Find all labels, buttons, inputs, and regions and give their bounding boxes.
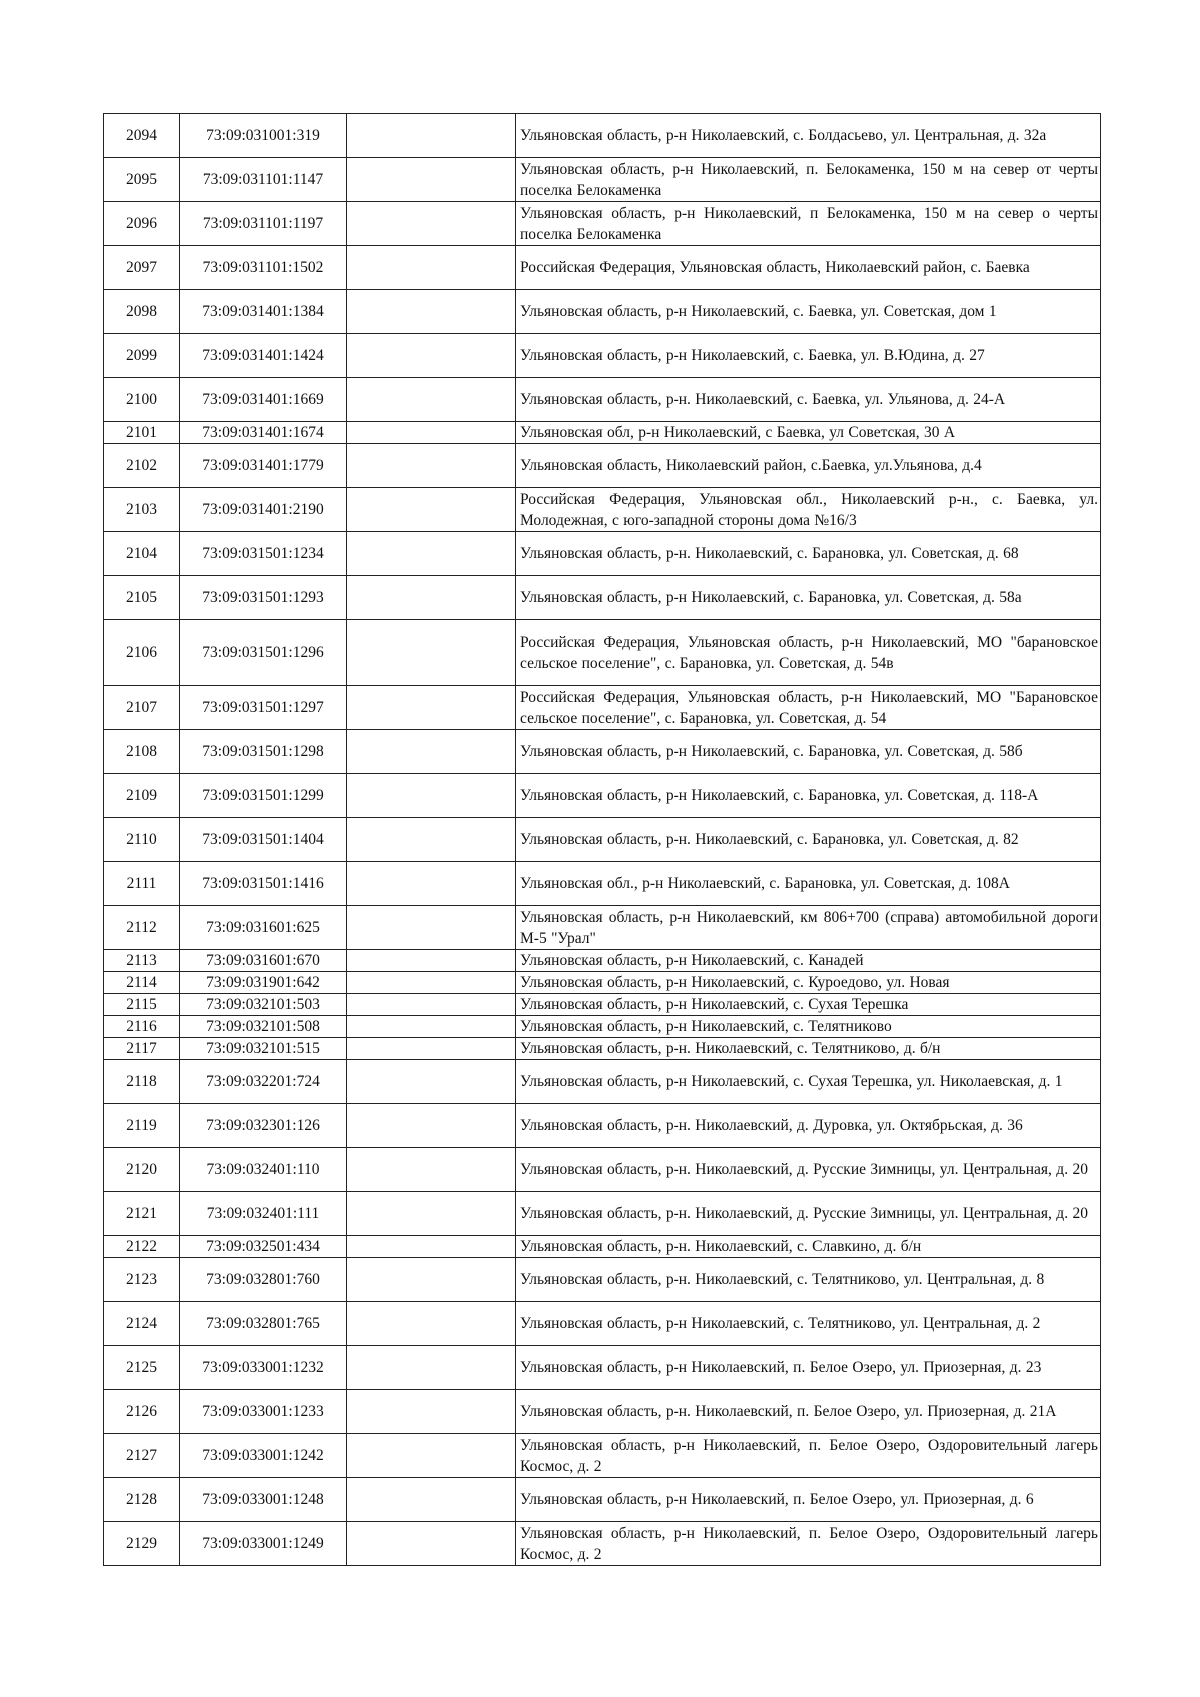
empty-cell [347,620,516,686]
row-number-cell: 2111 [104,862,180,906]
cadastral-number-cell: 73:09:031501:1297 [180,686,347,730]
address-cell: Ульяновская область, р-н Николаевский, с. Баевка, ул. Советская, дом 1 [516,290,1101,334]
address-cell: Ульяновская область, р-н Николаевский, с. Куроедово, ул. Новая [516,972,1101,994]
address-cell: Ульяновская область, р-н Николаевский, п. Белое Озеро, Оздоровительный лагерь Космос, д. 2 [516,1522,1101,1566]
address-cell: Ульяновская область, р-н Николаевский, п. Белое Озеро, ул. Приозерная, д. 6 [516,1478,1101,1522]
cadastral-number-cell: 73:09:031501:1293 [180,576,347,620]
cadastral-number-cell: 73:09:031401:1779 [180,444,347,488]
address-cell: Ульяновская область, р-н Николаевский, с. Баевка, ул. В.Юдина, д. 27 [516,334,1101,378]
empty-cell [347,730,516,774]
cadastral-number-cell: 73:09:032201:724 [180,1060,347,1104]
row-number-cell: 2126 [104,1390,180,1434]
row-number-cell: 2129 [104,1522,180,1566]
table-row [104,1390,1101,1434]
empty-cell [347,972,516,994]
table-row [104,686,1101,730]
table-row [104,532,1101,576]
cadastral-number-cell: 73:09:031501:1298 [180,730,347,774]
table-row [104,1148,1101,1192]
cadastral-number-cell: 73:09:031401:1669 [180,378,347,422]
empty-cell [347,1148,516,1192]
table-row [104,576,1101,620]
cadastral-number-cell: 73:09:032301:126 [180,1104,347,1148]
row-number-cell: 2121 [104,1192,180,1236]
row-number-cell: 2112 [104,906,180,950]
empty-cell [347,290,516,334]
address-cell: Ульяновская область, р-н. Николаевский, д. Дуровка, ул. Октябрьская, д. 36 [516,1104,1101,1148]
row-number-cell: 2113 [104,950,180,972]
row-number-cell: 2095 [104,158,180,202]
cadastral-number-cell: 73:09:031101:1147 [180,158,347,202]
table-row [104,950,1101,972]
table-row [104,334,1101,378]
address-cell: Ульяновская область, р-н Николаевский, с. Телятниково, ул. Центральная, д. 2 [516,1302,1101,1346]
empty-cell [347,1390,516,1434]
empty-cell [347,1258,516,1302]
table-row [104,444,1101,488]
table-row [104,1236,1101,1258]
row-number-cell: 2106 [104,620,180,686]
empty-cell [347,1522,516,1566]
cadastral-number-cell: 73:09:032101:503 [180,994,347,1016]
empty-cell [347,1038,516,1060]
empty-cell [347,1478,516,1522]
table-row [104,862,1101,906]
table-row [104,730,1101,774]
address-cell: Ульяновская область, р-н. Николаевский, с. Барановка, ул. Советская, д. 82 [516,818,1101,862]
row-number-cell: 2096 [104,202,180,246]
cadastral-number-cell: 73:09:031401:1674 [180,422,347,444]
empty-cell [347,950,516,972]
empty-cell [347,202,516,246]
empty-cell [347,1060,516,1104]
row-number-cell: 2105 [104,576,180,620]
address-cell: Ульяновская область, р-н Николаевский, с. Барановка, ул. Советская, д. 118-А [516,774,1101,818]
address-cell: Ульяновская область, р-н Николаевский, с. Барановка, ул. Советская, д. 58б [516,730,1101,774]
cadastral-number-cell: 73:09:032501:434 [180,1236,347,1258]
empty-cell [347,444,516,488]
cadastral-number-cell: 73:09:032801:760 [180,1258,347,1302]
empty-cell [347,774,516,818]
address-cell: Российская Федерация, Ульяновская область, р-н Николаевский, МО "барановское сельское поселение", с. Барановка, ул. Советская, д. 54в [516,620,1101,686]
row-number-cell: 2094 [104,114,180,158]
empty-cell [347,488,516,532]
cadastral-number-cell: 73:09:032101:515 [180,1038,347,1060]
table-row [104,1302,1101,1346]
address-cell: Российская Федерация, Ульяновская обл., Николаевский р-н., с. Баевка, ул. Молодежная, с юго-западной стороны дома №16/3 [516,488,1101,532]
property-registry-table [103,113,1101,1566]
table-row [104,290,1101,334]
empty-cell [347,906,516,950]
address-cell: Ульяновская область, р-н Николаевский, с. Сухая Терешка [516,994,1101,1016]
row-number-cell: 2103 [104,488,180,532]
table-row [104,1522,1101,1566]
row-number-cell: 2128 [104,1478,180,1522]
cadastral-number-cell: 73:09:032401:111 [180,1192,347,1236]
empty-cell [347,576,516,620]
table-row [104,818,1101,862]
empty-cell [347,818,516,862]
empty-cell [347,686,516,730]
address-cell: Ульяновская область, р-н. Николаевский, с. Барановка, ул. Советская, д. 68 [516,532,1101,576]
empty-cell [347,114,516,158]
cadastral-number-cell: 73:09:031901:642 [180,972,347,994]
table-row [104,488,1101,532]
row-number-cell: 2100 [104,378,180,422]
table-body [104,114,1101,1566]
cadastral-number-cell: 73:09:031501:1404 [180,818,347,862]
empty-cell [347,1346,516,1390]
row-number-cell: 2098 [104,290,180,334]
empty-cell [347,1302,516,1346]
address-cell: Ульяновская область, р-н. Николаевский, с. Телятниково, ул. Центральная, д. 8 [516,1258,1101,1302]
empty-cell [347,994,516,1016]
address-cell: Ульяновская область, р-н Николаевский, с. Барановка, ул. Советская, д. 58а [516,576,1101,620]
address-cell: Ульяновская область, р-н Николаевский, км 806+700 (справа) автомобильной дороги М-5 "Урал" [516,906,1101,950]
row-number-cell: 2102 [104,444,180,488]
cadastral-number-cell: 73:09:031601:625 [180,906,347,950]
row-number-cell: 2118 [104,1060,180,1104]
address-cell: Ульяновская обл, р-н Николаевский, с Баевка, ул Советская, 30 А [516,422,1101,444]
table-row [104,620,1101,686]
address-cell: Ульяновская область, р-н. Николаевский, с. Телятниково, д. б/н [516,1038,1101,1060]
cadastral-number-cell: 73:09:031401:1384 [180,290,347,334]
table-row [104,1104,1101,1148]
address-cell: Ульяновская область, р-н Николаевский, п. Белое Озеро, ул. Приозерная, д. 23 [516,1346,1101,1390]
row-number-cell: 2097 [104,246,180,290]
row-number-cell: 2110 [104,818,180,862]
row-number-cell: 2124 [104,1302,180,1346]
table-row [104,1060,1101,1104]
row-number-cell: 2125 [104,1346,180,1390]
address-cell: Ульяновская область, р-н. Николаевский, д. Русские Зимницы, ул. Центральная, д. 20 [516,1192,1101,1236]
table-row [104,1258,1101,1302]
address-cell: Ульяновская обл., р-н Николаевский, с. Барановка, ул. Советская, д. 108А [516,862,1101,906]
cadastral-number-cell: 73:09:031501:1416 [180,862,347,906]
table-row [104,774,1101,818]
table-row [104,1016,1101,1038]
row-number-cell: 2127 [104,1434,180,1478]
cadastral-number-cell: 73:09:031501:1296 [180,620,347,686]
cadastral-number-cell: 73:09:032401:110 [180,1148,347,1192]
empty-cell [347,158,516,202]
empty-cell [347,246,516,290]
table-row [104,906,1101,950]
empty-cell [347,1192,516,1236]
address-cell: Ульяновская область, р-н Николаевский, п Белокаменка, 150 м на север о черты поселка Белокаменка [516,202,1101,246]
table-row [104,378,1101,422]
table-row [104,1478,1101,1522]
table-row [104,972,1101,994]
row-number-cell: 2099 [104,334,180,378]
table-row [104,1434,1101,1478]
address-cell: Ульяновская область, р-н. Николаевский, д. Русские Зимницы, ул. Центральная, д. 20 [516,1148,1101,1192]
address-cell: Российская Федерация, Ульяновская область, Николаевский район, с. Баевка [516,246,1101,290]
empty-cell [347,532,516,576]
row-number-cell: 2120 [104,1148,180,1192]
address-cell: Ульяновская область, р-н Николаевский, с. Сухая Терешка, ул. Николаевская, д. 1 [516,1060,1101,1104]
cadastral-number-cell: 73:09:031501:1234 [180,532,347,576]
empty-cell [347,1016,516,1038]
row-number-cell: 2123 [104,1258,180,1302]
cadastral-number-cell: 73:09:031401:2190 [180,488,347,532]
cadastral-number-cell: 73:09:033001:1248 [180,1478,347,1522]
address-cell: Ульяновская область, р-н. Николаевский, с. Баевка, ул. Ульянова, д. 24-А [516,378,1101,422]
address-cell: Ульяновская область, р-н Николаевский, п. Белокаменка, 150 м на север от черты поселка Белокаменка [516,158,1101,202]
row-number-cell: 2114 [104,972,180,994]
cadastral-number-cell: 73:09:031501:1299 [180,774,347,818]
row-number-cell: 2108 [104,730,180,774]
address-cell: Ульяновская область, р-н. Николаевский, п. Белое Озеро, ул. Приозерная, д. 21А [516,1390,1101,1434]
cadastral-number-cell: 73:09:031001:319 [180,114,347,158]
address-cell: Ульяновская область, Николаевский район, с.Баевка, ул.Ульянова, д.4 [516,444,1101,488]
table-row [104,994,1101,1016]
row-number-cell: 2109 [104,774,180,818]
row-number-cell: 2117 [104,1038,180,1060]
address-cell: Ульяновская область, р-н Николаевский, с. Болдасьево, ул. Центральная, д. 32а [516,114,1101,158]
cadastral-number-cell: 73:09:031101:1197 [180,202,347,246]
table-row [104,422,1101,444]
cadastral-number-cell: 73:09:032801:765 [180,1302,347,1346]
address-cell: Ульяновская область, р-н Николаевский, с. Канадей [516,950,1101,972]
cadastral-number-cell: 73:09:033001:1233 [180,1390,347,1434]
empty-cell [347,862,516,906]
cadastral-number-cell: 73:09:032101:508 [180,1016,347,1038]
row-number-cell: 2122 [104,1236,180,1258]
table-row [104,246,1101,290]
empty-cell [347,334,516,378]
row-number-cell: 2107 [104,686,180,730]
empty-cell [347,378,516,422]
cadastral-number-cell: 73:09:031601:670 [180,950,347,972]
row-number-cell: 2119 [104,1104,180,1148]
address-cell: Ульяновская область, р-н Николаевский, п. Белое Озеро, Оздоровительный лагерь Космос, д. 2 [516,1434,1101,1478]
row-number-cell: 2116 [104,1016,180,1038]
row-number-cell: 2104 [104,532,180,576]
cadastral-number-cell: 73:09:031401:1424 [180,334,347,378]
table-row [104,114,1101,158]
empty-cell [347,1236,516,1258]
table-row [104,1192,1101,1236]
address-cell: Российская Федерация, Ульяновская область, р-н Николаевский, МО "Барановское сельское поселение", с. Барановка, ул. Советская, д. 54 [516,686,1101,730]
empty-cell [347,422,516,444]
table-row [104,202,1101,246]
address-cell: Ульяновская область, р-н Николаевский, с. Телятниково [516,1016,1101,1038]
cadastral-number-cell: 73:09:033001:1242 [180,1434,347,1478]
row-number-cell: 2101 [104,422,180,444]
cadastral-number-cell: 73:09:033001:1232 [180,1346,347,1390]
empty-cell [347,1104,516,1148]
table-row [104,158,1101,202]
table-row [104,1038,1101,1060]
cadastral-number-cell: 73:09:031101:1502 [180,246,347,290]
row-number-cell: 2115 [104,994,180,1016]
cadastral-number-cell: 73:09:033001:1249 [180,1522,347,1566]
empty-cell [347,1434,516,1478]
table-row [104,1346,1101,1390]
address-cell: Ульяновская область, р-н. Николаевский, с. Славкино, д. б/н [516,1236,1101,1258]
